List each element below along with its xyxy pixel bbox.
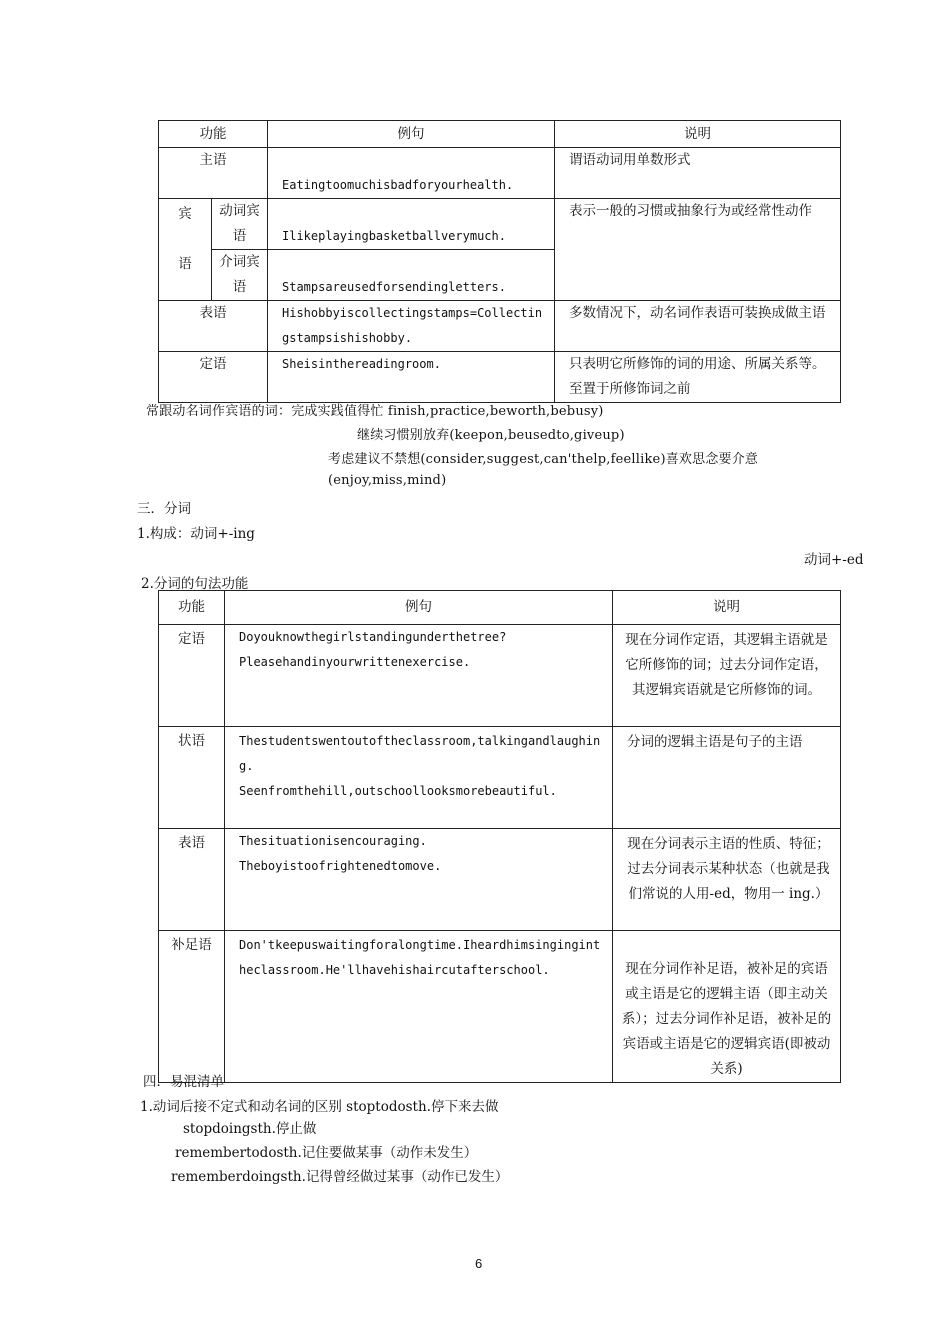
table2-example: Thesituationisencouraging. [239,834,427,848]
table2-example: Doyouknowthegirlstandingunderthetree? [239,630,507,644]
section4-item1c: rememberdoingsth.记得曾经做过某事（动作已发生） [171,1169,509,1185]
table1-func: 表语 [159,301,268,352]
table1-row-subject [159,148,841,199]
section3-item1b: 动词+-ed [804,552,864,568]
table1-header-example: 例句 [268,121,555,148]
table2-header-note: 说明 [613,591,841,625]
table1-example: Hishobbyiscollectingstamps=Collectingstampsishishobby. [268,301,555,352]
gerund-verbs-line2: 继续习惯别放弃(keepon,beusedto,giveup) [357,428,625,443]
table1-note: 表示一般的习惯或抽象行为或经常性动作 [555,199,841,301]
table2-row [159,829,841,931]
section4-item1a: stopdoingsth.停止做 [183,1121,317,1137]
table2-note: 分词的逻辑主语是句子的主语 [613,727,841,829]
table2-example: Pleasehandinyourwrittenexercise. [239,655,471,669]
table1-example: Ilikeplayingbasketballverymuch. [282,229,506,243]
participle-function-table [158,590,841,1083]
table1-sub-func: 动词宾语 [212,199,268,250]
table1-sub-func: 介词宾语 [212,250,268,301]
table1-header-func: 功能 [159,121,268,148]
table1-func-object-a: 宾 [178,206,192,222]
table2-func: 定语 [159,625,225,727]
gerund-verbs-line4: (enjoy,miss,mind) [328,473,447,488]
table2-note: 现在分词表示主语的性质、特征；过去分词表示某种状态（也就是我们常说的人用-ed，物用一 ing.） [613,829,841,931]
gerund-function-table [158,120,841,403]
table2-header-example: 例句 [225,591,613,625]
table2-row [159,625,841,727]
table1-example: Eatingtoomuchisbadforyourhealth. [282,178,514,192]
table1-row-predicative [159,301,841,352]
gerund-verbs-line1: 常跟动名词作宾语的词：完成实践值得忙 finish,practice,beworth,bebusy) [146,404,604,419]
section3-item1: 1.构成：动词+-ing [137,526,255,542]
section3-title: 三．分词 [137,501,191,517]
table2-header-func: 功能 [159,591,225,625]
table1-func-object-b: 语 [178,256,192,272]
table2-func: 状语 [159,727,225,829]
section3-item2: 2.分词的句法功能 [141,576,249,592]
table1-func: 定语 [159,352,268,403]
table2-row [159,931,841,1083]
table1-header-row [159,121,841,148]
table2-example: Theboyistoofrightenedtomove. [239,859,442,873]
table1-header-note: 说明 [555,121,841,148]
table1-func: 主语 [159,148,268,199]
table1-row-attributive [159,352,841,403]
table2-func: 表语 [159,829,225,931]
table1-example: Stampsareusedforsendingletters. [282,280,506,294]
table1-note: 只表明它所修饰的词的用途、所属关系等。至置于所修饰词之前 [555,352,841,403]
table2-func: 补足语 [159,931,225,1083]
table1-row-object-verb [159,199,841,250]
section4-item1: 1.动词后接不定式和动名词的区别 stoptodosth.停下来去做 [140,1099,499,1115]
section4-item1b: remembertodosth.记住要做某事（动作未发生） [175,1145,478,1161]
table2-header-row [159,591,841,625]
table2-example: Thestudentswentoutoftheclassroom,talkingandlaughing. [239,734,601,773]
gerund-verbs-line3: 考虑建议不禁想(consider,suggest,can'thelp,feellike)喜欢思念要介意 [328,452,759,467]
table2-row [159,727,841,829]
table1-note: 多数情况下，动名词作表语可装换成做主语 [555,301,841,352]
table2-note: 现在分词作补足语，被补足的宾语或主语是它的逻辑主语（即主动关系）；过去分词作补足语，被补足的宾语或主语是它的逻辑宾语(即被动关系) [613,931,841,1083]
table1-example: Sheisinthereadingroom. [268,352,555,403]
section4-title: 四．易混清单 [143,1074,224,1090]
table2-example: Seenfromthehill,outschoollooksmorebeautiful. [239,784,557,798]
table1-note: 谓语动词用单数形式 [555,148,841,199]
table2-example: Don'tkeepuswaitingforalongtime.Iheardhimsingingintheclassroom.He'llhavehishaircutafterschool. [239,938,601,977]
page-number: 6 [475,1256,483,1271]
table2-note: 现在分词作定语，其逻辑主语就是它所修饰的词；过去分词作定语，其逻辑宾语就是它所修饰的词。 [613,625,841,727]
